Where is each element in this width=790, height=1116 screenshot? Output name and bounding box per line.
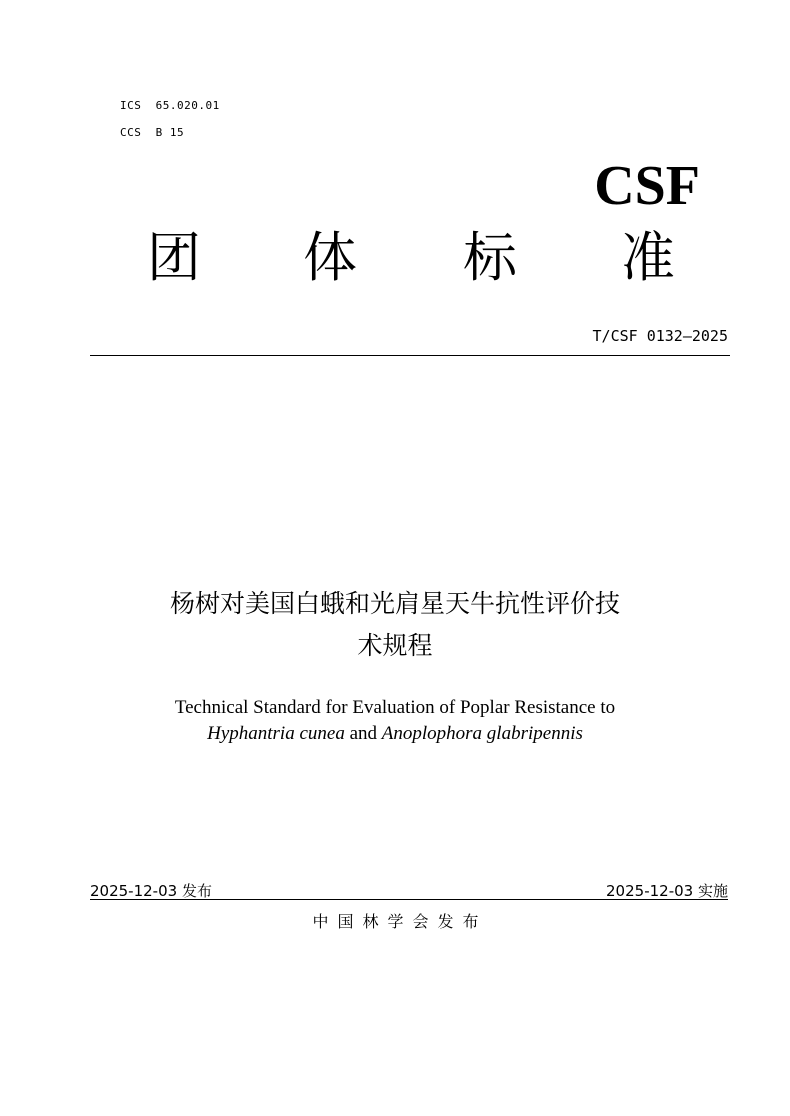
publisher: 中国林学会发布 [312,912,488,931]
ccs-value: B 15 [155,126,185,139]
standard-number: T/CSF 0132—2025 [592,327,728,345]
ics-code [120,99,220,112]
title-cn-line-2: 术规程 [357,631,433,660]
implementation-date [606,880,728,901]
impl-date-value: 2025-12-03 [606,882,694,900]
impl-date-label: 实施 [697,882,728,900]
title-en-line-2 [0,721,790,747]
title-en-line-1: Technical Standard for Evaluation of Poplar Resistance to [174,697,616,718]
standard-type-char-4: 准 [621,226,675,289]
org-mark: CSF [594,155,700,217]
ccs-label: CCS [120,126,142,139]
footer-divider [90,899,728,900]
issue-date-value: 2025-12-03 [90,882,178,900]
standard-type-char-1: 团 [147,226,201,289]
title-cn-line-1: 杨树对美国白蛾和光肩星天牛抗性评价技 [169,589,620,618]
ics-value: 65.020.01 [155,99,220,112]
title-en-species-1: Hyphantria cunea [207,723,345,744]
header-divider [90,355,730,356]
issue-date [90,880,212,901]
ccs-code [120,126,184,139]
ics-label: ICS [120,99,142,112]
standard-type-char-3: 标 [463,226,517,289]
standard-type-char-2: 体 [303,226,357,289]
title-en-species-2: Anoplophora glabripennis [381,723,583,744]
title-en-and: and [344,723,382,744]
issue-date-label: 发布 [181,882,212,900]
